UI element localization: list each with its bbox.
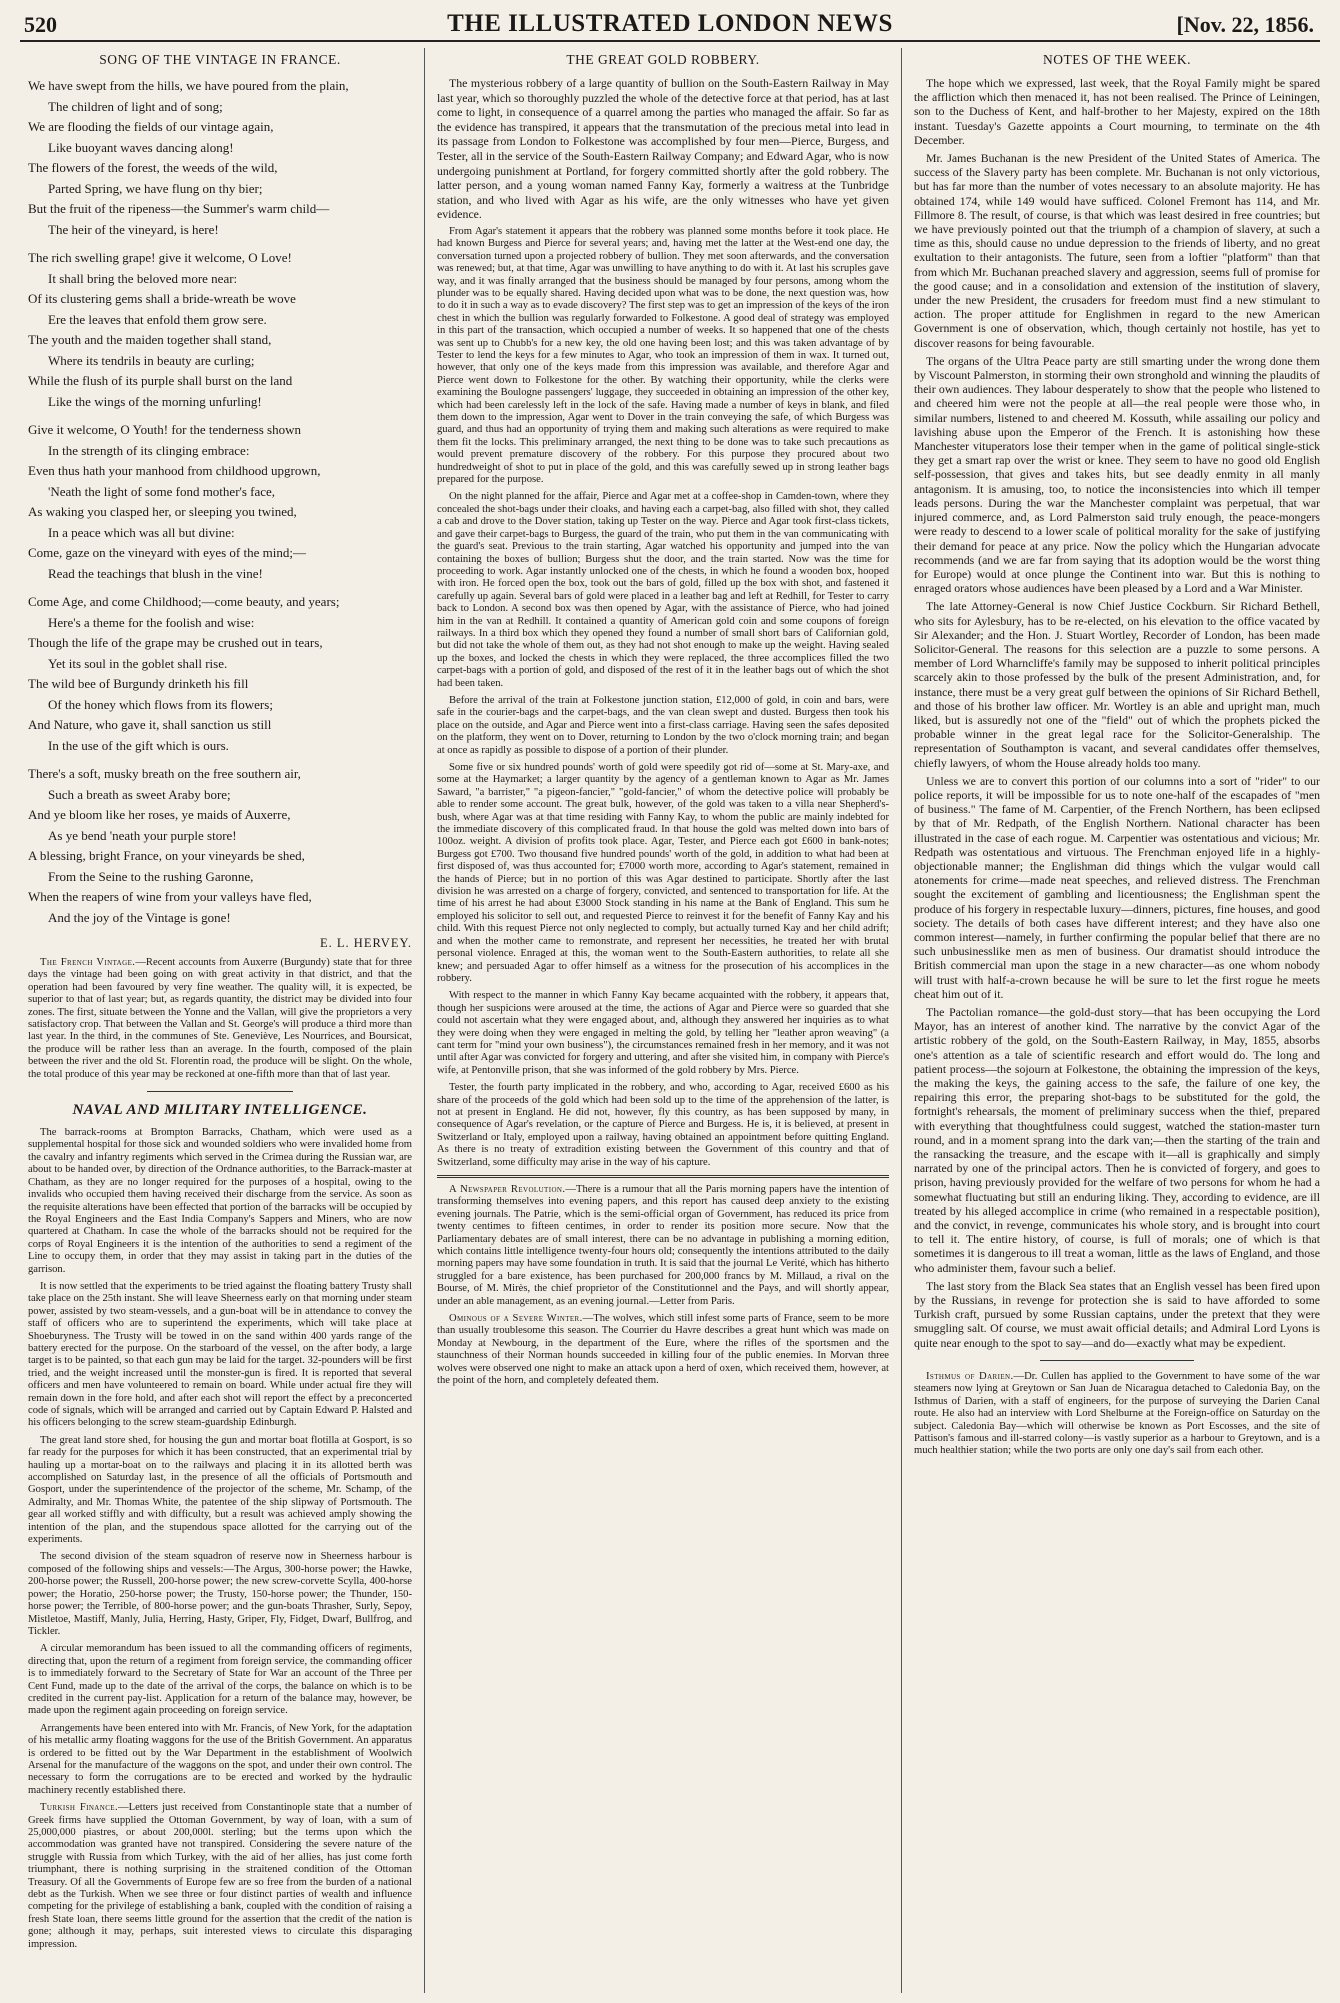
poem-line: Parted Spring, we have flung on thy bier; bbox=[48, 180, 263, 196]
gold-paragraph: On the night planned for the affair, Pierce and Agar met at a coffee-shop in Camden-town, where they concealed the shot-bags under their cloaks, and having each a carpet-bag, also filled with shot, they called a cab and drove to the Dover station, taking up Tester on the way. Pierce and Agar took first-class tickets, and gave their carpet-bags to Burgess, the guard of the train, who put them in the van communicating with the guard's seat. Previous to the train starting, Agar watched his opportunity and jumped into the van containing the boxes of bullion; Burgess shut the door, and the train started. Now was the time for proceeding to work. Agar instantly unlocked one of the chests, in which he found a wooden box, hooped with iron. He forced open the box, took out the bars of gold, filled up the box with shot, and fastened it carefully up again. Several bars of gold were placed in a leather bag and left at Redhill, for Tester to carry back to London. A second box was then opened by Agar, with the assistance of Pierce, who had joined him in the van at Redhill. It contained a quantity of American gold coin and some coupons of foreign railways. In a third box which they opened they found a number of small short bars of Californian gold, but did not take the whole of them out, as they had not shot enough to make up the weight. Having sealed up the boxes, and locked the chests in which they were replaced, the three accomplices filled the two carpet-bags with a portion of gold, and disposed of the rest of it in the leather bags out of which the shot had been taken. bbox=[437, 491, 889, 689]
poem-line: The flowers of the forest, the weeds of the wild, bbox=[28, 160, 278, 175]
poem-line: We are flooding the fields of our vintage again, bbox=[28, 119, 274, 134]
poem-line: Where its tendrils in beauty are curling; bbox=[48, 352, 255, 368]
poem-line: And Nature, who gave it, shall sanction us still bbox=[28, 717, 272, 732]
poem-line: Of its clustering gems shall a bride-wreath be wove bbox=[28, 291, 296, 306]
vintage-body: —Recent accounts from Auxerre (Burgundy) state that for three days the vintage had been going on with great activity in that district, and that the operation had been favoured by very fine weather. The quality will, it is expected, be superior to that of last year; but, as regards quantity, the district may be divided into four zones. The first, situate between the Yonne and the Vallan, will give the proprietors a very satisfactory crop. That between the Vallan and St. George's will produce a third more than last year. In the third, in the communes of Ste. Geneviève, Les Nourrices, and Boursicat, the produce will be rather less than an average. In the fourth, composed of the plain between the river and the old St. Florentin road, the produce will be slight. On the whole, the total produce of this year may be reckoned at one-fifth more than that of last year. bbox=[28, 957, 412, 1080]
poem-line: Read the teachings that blush in the vine! bbox=[48, 565, 263, 581]
poem-line: Come, gaze on the vineyard with eyes of the mind;— bbox=[28, 545, 306, 560]
notes-paragraph: The late Attorney-General is now Chief Justice Cockburn. Sir Richard Bethell, who sits for Aylesbury, has to be re-elected, on his elevation to the office vacated by Sir Alexander; and the Hon. J. Stuart Wortley, Recorder of London, has been made Solicitor-General. The reasons for this selection are a puzzle to some persons. A member of Lord Wharncliffe's family may be supposed to inherit political principles scarcely akin to those professed by the bulk of the present Administration, and, for instance, there must be a very great gulf between the opinions of Sir Richard Bethell, and those of his brother law officer. Mr. Wortley is an able and upright man, much liked, but is assuredly not one of the "field" out of which the prophets picked the probable winner in the great legal race for the Solicitor-Generalship. The representation of Southampton is vacant, and several candidates offer themselves, chiefly lawyers, of whom the House already holds too many. bbox=[914, 599, 1320, 770]
isthmus-title: Isthmus of Darien. bbox=[926, 1370, 1014, 1382]
columns bbox=[28, 48, 1320, 1993]
poem-line: The wild bee of Burgundy drinketh his fill bbox=[28, 676, 249, 691]
poem-author: E. L. HERVEY. bbox=[320, 936, 412, 950]
poem-line: Such a breath as sweet Araby bore; bbox=[48, 786, 231, 802]
poem-line: Like the wings of the morning unfurling! bbox=[48, 393, 262, 409]
poem-line: It shall bring the beloved more near: bbox=[48, 270, 238, 286]
naval-paragraph: Arrangements have been entered into with Mr. Francis, of New York, for the adaptation of his metallic army floating waggons for the use of the British Government. An apparatus is ordered to be fitted out by the War Department in the establishment of Woolwich Arsenal for the manufacture of the waggons on the spot, and under their own control. The necessary to form the corrugations are to be erected and worked by the hydraulic machinery recently established there. bbox=[28, 1722, 412, 1796]
gold-paragraph: The mysterious robbery of a large quantity of bullion on the South-Eastern Railway in May last year, which so thoroughly puzzled the whole of the detective force at that period, has at last come to light, in consequence of a quarrel among the parties who managed the affair. So far as the evidence has transpired, it appears that the transmutation of the precious metal into lead in its passage from London to Folkestone was accomplished by four men—Pierce, Burgess, and Tester, all in the service of the South-Eastern Railway Company; and Edward Agar, who is now undergoing punishment at Portland, for forgery committed shortly after the gold robbery. The latter person, and a young woman named Fanny Kay, formerly a waitress at the Tunbridge station, and who lived with Agar as his wife, are the only witnesses who have yet given evidence. bbox=[437, 76, 889, 222]
poem bbox=[28, 76, 412, 928]
poem-stanza bbox=[28, 76, 412, 240]
poem-line: As waking you clasped her, or sleeping you twined, bbox=[28, 504, 297, 519]
poem-line: Give it welcome, O Youth! for the tenderness shown bbox=[28, 422, 301, 437]
newspaper-title: THE ILLUSTRATED LONDON NEWS bbox=[447, 10, 893, 37]
poem-line: A blessing, bright France, on your vineyards be shed, bbox=[28, 848, 305, 863]
vintage-article bbox=[28, 957, 412, 1081]
notes-paragraph: The last story from the Black Sea states that an English vessel has been fired upon by the Russians, in revenge for protection she is said to have afforded to some Turkish craft, pursued by some Russian captains, under the pretext that they were smuggling salt. Of course, we must await official details; and Admiral Lord Lyons is quite near enough to the spot to say—and do—exactly what may be expedient. bbox=[914, 1278, 1320, 1350]
song-title: SONG OF THE VINTAGE IN FRANCE. bbox=[99, 52, 341, 67]
gold-paragraph: With respect to the manner in which Fanny Kay became acquainted with the robbery, it appears that, though her suspicions were aroused at the time, the actions of Agar and Pierce were so guarded that she could not ascertain what they were engaged about, and, although they answered her inquiries as to what they were doing when they were engaged in melting the gold, by telling her "leather apron weaving" (a cant term for "mind your own business"), the circumstances remained fresh in her memory, and it was not until after Agar was convicted for forgery and uttering, and after she visited him, in company with Pierce's wife, at Pentonville prison, that she was informed of the gold robbery by Mrs. Pierce. bbox=[437, 990, 889, 1076]
notes-paragraph: The hope which we expressed, last week, that the Royal Family might be spared the affliction which then menaced it, has not been realised. The Prince of Leiningen, son to the Duchess of Kent, and half-brother to her Majesty, expired on the 18th instant. Tuesday's Gazette appoints a Court mourning, to terminate on the 4th December. bbox=[914, 76, 1320, 147]
misc-articles bbox=[437, 1184, 889, 1388]
poem-line: In a peace which was all but divine: bbox=[48, 524, 235, 540]
winter-title: Ominous of a Severe Winter. bbox=[449, 1313, 583, 1325]
poem-line: Even thus hath your manhood from childhood upgrown, bbox=[28, 463, 321, 478]
poem-line: Like buoyant waves dancing along! bbox=[48, 139, 234, 155]
section-rule bbox=[437, 1175, 889, 1178]
isthmus-paragraph bbox=[914, 1371, 1320, 1458]
isthmus-article bbox=[914, 1371, 1320, 1458]
winter-body: —The wolves, which still infest some parts of France, seem to be more than usually troublesome this season. The Courrier du Havre describes a great hunt which was made on Monday at Newbourg, in the department of the Eure, where the rifles of the sportsmen and the staunchness of their Norman hounds succeeded in killing four of the public enemies. In Morvan three wolves were observed one night to make an attack upon a herd of oxen, which received them, however, at the point of the horn, and completely defeated them. bbox=[437, 1313, 889, 1387]
poem-line: Though the life of the grape may be crushed out in tears, bbox=[28, 635, 323, 650]
poem-line: Of the honey which flows from its flowers; bbox=[48, 696, 273, 712]
winter-paragraph bbox=[437, 1313, 889, 1387]
newspaper-paragraph bbox=[437, 1184, 889, 1308]
poem-line: And ye bloom like her roses, ye maids of Auxerre, bbox=[28, 807, 291, 822]
turkish-title: Turkish Finance. bbox=[40, 1802, 119, 1814]
vintage-paragraph bbox=[28, 957, 412, 1081]
notes-paragraph: The organs of the Ultra Peace party are still smarting under the wrong done them by Viscount Palmerston, in storming their own stronghold and winning the plaudits of their own audiences. They labour desperately to show that the people who listened to and cheered him were not the people at all—the real people were those who, in similar numbers, listened to and cheered M. Kossuth, while assailing our policy and lavishing abuse upon the Emperor of the French. It is astonishing how these Manchester vituperators lose their temper when in the game of political single-stick they get a smart rap over the wrist or knee. They seem to have no good old English self-possession, that gives and takes hits, but see deadly enmity in all manly antagonism. It is amusing, too, to notice the inconsistencies into which ill temper leads persons. During the war the Manchester complaint was perpetual, that war injured commerce, and, as Lord Palmerston said truly enough, the peace-mongers were ready to descend to a lower scale of political morality for the sake of justifying their demand for peace at any price. Now the policy which the Hungarian advocate recommends (and we are far from saying that its adoption would be the worst thing for Europe) would at once plunge the Continent into war. But this is nothing to enraged orators whose audiences have been pleased by a Lord and a War Minister. bbox=[914, 353, 1320, 596]
naval-title: NAVAL AND MILITARY INTELLIGENCE. bbox=[72, 1102, 368, 1119]
poem-line: Here's a theme for the foolish and wise: bbox=[48, 614, 255, 630]
gold-robbery-title: THE GREAT GOLD ROBBERY. bbox=[566, 52, 760, 67]
poem-stanza bbox=[28, 764, 412, 928]
poem-stanza bbox=[28, 420, 412, 584]
poem-line: Yet its soul in the goblet shall rise. bbox=[48, 655, 228, 671]
poem-line: We have swept from the hills, we have poured from the plain, bbox=[28, 78, 349, 93]
poem-line: There's a soft, musky breath on the free southern air, bbox=[28, 766, 301, 781]
poem-line: In the use of the gift which is ours. bbox=[48, 737, 229, 753]
notes-paragraph: The Pactolian romance—the gold-dust story—that has been occupying the Lord Mayor, has an interest of another kind. The narrative by the convict Agar of the artistic robbery of the gold, on the South-Eastern Railway, in May, 1855, absorbs one's attention as a tale of scientific research and effort would do. The long and patient process—the sojourn at Folkestone, the obtaining the impression of the keys, the making the keys, the gaining access to the safe, the failure of one key, the repairing this error, the preparing shot-bags to be substituted for the gold, the fortnight's rehearsals, the moment of preliminary success when the thief, prepared with everything that thoughtfulness could suggest, watched the station-master turn round, and in a moment sprang into the dark van;—then the starting of the train and the ransacking the treasure, and the escape with it—all is graphically and simply narrated by one of the principal actors. Then he is convicted of forgery, and goes to prison, having previously provided for the welfare of two persons for whom he had a somewhat fluctuating but still an enduring liking. They, according to evidence, are ill treated by his alleged accomplice in crime (who remained in a respectable position), and the convict, in revenge, communicates his whole story, and is brought into court to tell it. The entire history, of course, is full of morals; one of which is that sometimes it is dangerous to ill treat a woman, little as the laws of England, and those who administer them, favour such a belief. bbox=[914, 1005, 1320, 1275]
column-middle bbox=[424, 48, 902, 1993]
poem-line: When the reapers of wine from your valleys have fled, bbox=[28, 889, 312, 904]
column-right bbox=[902, 48, 1320, 1993]
poem-line: The children of light and of song; bbox=[48, 98, 223, 114]
naval-article bbox=[28, 1127, 412, 1951]
naval-paragraph: It is now settled that the experiments to be tried against the floating battery Trusty shall take place on the 25th instant. She will leave Sheerness early on that morning under steam power, assisted by two steam-vessels, and a gun-boat will be in attendance to convey the staff of officers who are to superintend the experiments, which will take place at Shoeburyness. The Trusty will be towed in on the sand within 400 yards range of the battery erected for the purpose. On the starboard of the vessel, on the after body, a large target is to be painted, so that each gun may be laid for the target. 32-pounders will be first tried, and the weight increased until the monster-gun is fired. It is reported that several officers and men have volunteered to remain on board. While under actual fire they will remain down in the fore hold, and after each shot will report the effect by a preconcerted code of signals, which will be arranged and carried out by Captain Edward P. Halsted and his officers belonging to the screw steam-guardship Edinburgh. bbox=[28, 1280, 412, 1429]
newspaper-body: —There is a rumour that all the Paris morning papers have the intention of transforming themselves into evening papers, and this report has caused deep anxiety to the existing evening journals. The Patrie, which is the semi-official organ of Government, has reduced its price from twenty centimes to fifteen centimes, in order to render its position more secure. Now that the Parliamentary debates are of small interest, there can be no advantage in publishing a morning edition, which contains little intelligence twenty-four hours old; consequently the intentions attributed to the daily morning papers may have some foundation in truth. It is said that the journal Le Verité, which has hitherto struggled for a bare existence, has been purchased for 200,000 francs by M. Millaud, a rival on the Bourse, of M. Mirès, the chief proprietor of the Constitutionnel and the Pays, and will shortly appear, under an able management, as an evening journal.—Letter from Paris. bbox=[437, 1184, 890, 1307]
poem-line: The youth and the maiden together shall stand, bbox=[28, 332, 272, 347]
notes-title: NOTES OF THE WEEK. bbox=[1043, 52, 1191, 67]
gold-paragraph: Before the arrival of the train at Folkestone junction station, £12,000 of gold, in coin and bars, were safe in the courier-bags and the carpet-bags, and the van clean swept and dusted. Burgess then took his place on the outside, and Agar and Pierce went into a first-class carriage. Having seen the safes deposited on the platform, they went on to Dover, returning to London by the two o'clock morning train; and began at once as rapidly as possible to dispose of a portion of their plunder. bbox=[437, 694, 889, 756]
notes-paragraph: Unless we are to convert this portion of our columns into a sort of "rider" to our police reports, it will be impossible for us to note one-half of the escapades of "men of business." The fame of M. Carpentier, of the French Northern, has been eclipsed by that of Mr. Redpath, of the English Northern. National character has been illustrated in the case of each rogue. M. Carpentier was ostentatious and vicious; Mr. Redpath was ostentatious and virtuous. The Frenchman enjoyed life in a highly-objectionable manner; the Englishman did things which the vulgar would call atonements for crime—made neat speeches, and relieved distress. The Frenchman sought the excitement of gambling and licentiousness; the Englishman spent the produce of his forgery in respectable luxury—dinners, pictures, fine houses, and good society. The details of both cases have different interest; and they have also one common interest—namely, in further confirming the popular belief that there are no such unbusinesslike men as men of business. Our dramatist should introduce the British commercial man upon the stage in a new character—as one whom nobody will trust with half-a-crown because he will be sure to let the first rogue he meets cheat him out of it. bbox=[914, 773, 1320, 1001]
poem-line: While the flush of its purple shall burst on the land bbox=[28, 373, 293, 388]
page-number: 520 bbox=[24, 12, 57, 37]
gold-paragraph: From Agar's statement it appears that the robbery was planned some months before it took place. He had known Burgess and Pierce for several years; and, having met the latter at the West-end one day, the conversation turned upon a projected robbery of bullion. They met soon afterwards, and the conversation was renewed; but, at that time, Agar was unwilling to have anything to do with it. At last his scruples gave way, and it was finally arranged that the business should be managed by four persons, among whom the plunder was to be equally shared. Having decided upon what was to be done, the next question was, how to do it in such a way as to evade discovery? The first step was to get an impression of the keys of the iron chest in which the bullion was regularly forwarded to Folkestone. A good deal of strategy was employed in this part of the transaction, which occupied a number of weeks. It so happened that one of the chests was sent up to Chubb's for a new key, the old one having been lost; and this was taken advantage of by Tester to lend the keys for a few minutes to Agar, who took an impression of them in wax. It turned out, however, that only one of the keys made from this impression was available, and therefore Agar and Pierce went down to Folkestone for the other. By watching their opportunity, while the clerks were examining the Boulogne passengers' luggage, they succeeded in obtaining an impression of the other key, which had been carelessly left in the lock of the safe. Having made a number of keys in blank, and filed them down to the impression, Agar went to Dover in the train conveying the safe, of which Burgess was guard, and thus had an opportunity of trying them and making such alterations as were required to make them fit the locks. This preliminary arranged, the next thing to be done was to take such precautions as would prevent premature discovery of the robbery. For this purpose they procured about two hundredweight of shot to put in place of the gold, and this was carefully sewed up in strong leather bags prepared for the purpose. bbox=[437, 225, 889, 486]
gold-paragraph: Tester, the fourth party implicated in the robbery, and who, according to Agar, received £600 as his share of the proceeds of the gold which had been sold up to the time of the apprehension of the latter, is not at present in England. He did not, however, fly this country, as has been supposed by many, in consequence of Agar's revelation, or the capture of Pierce and Burgess. He is, it is believed, at present in Switzerland or Italy, employed upon a railway, having obtained an appointment before quitting England. As there is no treaty of extradition existing between the Government of this country and that of Switzerland, some difficulty may arise in the way of his capture. bbox=[437, 1082, 889, 1168]
section-rule bbox=[147, 1091, 293, 1092]
poem-stanza bbox=[28, 592, 412, 756]
poem-line: Come Age, and come Childhood;—come beauty, and years; bbox=[28, 594, 340, 609]
poem-line: In the strength of its clinging embrace: bbox=[48, 442, 250, 458]
poem-line: The heir of the vineyard, is here! bbox=[48, 221, 219, 237]
poem-line: From the Seine to the rushing Garonne, bbox=[48, 868, 254, 884]
issue-date: [Nov. 22, 1856. bbox=[1176, 12, 1314, 37]
naval-paragraph: The barrack-rooms at Brompton Barracks, Chatham, which were used as a supplemental hospital for those sick and wounded soldiers who were invalided home from the cavalry and infantry regiments which served in the Crimea during the Russian war, are about to be handed over, by direction of the Ordnance authorities, to the Barrack-master at Chatham, as they are no longer required for the purposes of a hospital, owing to the invalids who occupied them having received their discharge from the service. As soon as the requisite alterations have been effected that portion of the barracks will be occupied by the Royal Engineers and the East India Company's Sappers and Miners, who are now quartered at Chatham. In case the whole of the barracks should not be required for the corps of Royal Engineers it is the intention of the authorities to send a regiment of the Line to occupy them, in order that they may assist in taking part in the duties of the garrison. bbox=[28, 1127, 412, 1275]
gold-paragraph: Some five or six hundred pounds' worth of gold were speedily got rid of—some at St. Mary-axe, and some at the Haymarket; a larger quantity by the agency of a gentleman known to Agar as Mr. James Saward, "a barrister," "a pigeon-fancier," "gold-fancier," of whom the detective police will probably be able to render some account. The great bulk, however, of the gold was taken to a villa near Shepherd's-bush, where Agar was at that time residing with Fanny Kay, to whom the public are mainly indebted for the immediate discovery of this complicated fraud. In that house the gold was melted down into bars of 100oz. weight. A division of profits took place. Agar, Tester, and Pierce each got £600 in bank-notes; Burgess got £700. Two thousand five hundred pounds' worth of the gold, in addition to what had been at first disposed of, was thus accounted for; £7000 worth more, according to Agar's statement, remained in the hands of Pierce; but in no portion of this was Agar destined to participate. Shortly after the last division he was arrested on a charge of forgery, convicted, and sentenced to transportation for life. At the time of his arrest he had about £3000 Stock standing in his name at the Bank of England. This sum he employed his solicitor to sell out, and requested Pierce to reinvest it for the benefit of Fanny Kay and his child. With this request Pierce not only neglected to comply, but actually turned Kay and her child adrift; and when the mother came to remonstrate, and represent her necessities, he treated her with brutal personal violence. Enraged at this, the woman went to the South-Eastern authorities, to relate all she knew; and persuaded Agar to offer himself as a witness for the prosecution of his accomplices in the robbery. bbox=[437, 762, 889, 984]
naval-paragraph: The second division of the steam squadron of reserve now in Sheerness harbour is composed of the following ships and vessels:—The Argus, 300-horse power; the Hawke, 200-horse power; the Russell, 200-horse power; the new screw-corvette Scylla, 400-horse power; the Horatio, 250-horse power; the Trusty, 150-horse power; the Thunder, 150-horse power; the Terrible, of 800-horse power; and the gun-boats Thrasher, Surly, Sepoy, Mistletoe, Mastiff, Manly, Julia, Herring, Hasty, Griper, Fly, Fidget, Dwarf, Bullfrog, and Tickler. bbox=[28, 1551, 412, 1637]
naval-paragraph: The great land store shed, for housing the gun and mortar boat flotilla at Gosport, is so far ready for the purposes for which it has been constructed, that an experimental trial by hauling up a mortar-boat on to the railways and placing it in its allotted berth was accomplished on Saturday last, in the presence of all the officials of Portsmouth and Gosport, under the superintendence of the projector of the scheme, Mr. Schamp, of the Admiralty, and Mr. Thomas White, the patentee of the ship slipway of Portsmouth. The gear all worked stiffly and with difficulty, but a result was achieved amply showing the intention of the plan, and the stupendous space allotted for the carrying out of the experiments. bbox=[28, 1434, 412, 1546]
newspaper-title-caps: A Newspaper Revolution. bbox=[449, 1184, 566, 1195]
poem-line: And the joy of the Vintage is gone! bbox=[48, 909, 231, 925]
gold-article bbox=[437, 226, 889, 1169]
isthmus-body: —Dr. Cullen has applied to the Government to have some of the war steamers now lying at Greytown or San Juan de Nicaragua detached to Caledonia Bay, on the Isthmus of Darien, with a staff of engineers, for the purpose of surveying the Darien Canal route. He also had an interview with Lord Shelburne at the Foreign-office on Saturday on the subject. Caledonia Bay—which will otherwise be known as Port Escosses, and the site of Pattison's famous and ill-starred colony—is vastly superior as a harbour to Greytown, and is a much healthier station; while the two ports are only one day's sail from each other. bbox=[914, 1370, 1320, 1457]
vintage-title: The French Vintage. bbox=[40, 957, 136, 968]
gold-lead bbox=[437, 76, 889, 222]
turkish-body: —Letters just received from Constantinople state that a number of Greek firms have supplied the Ottoman Government, by way of loan, with a sum of 25,000,000 piastres, or about 200,000l. sterling; but the terms upon which the accommodation was granted have not transpired. Considering the severe nature of the struggle with Russia from which Turkey, with the aid of her allies, has just come forth triumphant, there is nothing surprising in the straitened condition of the Ottoman Treasury. Of all the Governments of Europe few are so free from the burden of a national debt as the Turkish. When we see three or four distinct parties of wealth and influence competing for the privilege of establishing a bank, coupled with the condition of raising a fresh State loan, there seems little ground for the assertion that the credit of the nation is gone; although it may, perhaps, suit interested views to circulate this disparaging impression. bbox=[28, 1802, 412, 1950]
poem-stanza bbox=[28, 248, 412, 412]
naval-paragraph: A circular memorandum has been issued to all the commanding officers of regiments, directing that, upon the return of a regiment from foreign service, the commanding officer is to immediately forward to the Secretary of State for War an account of the Three per Cent Fund, made up to the date of the arrival of the corps, the balance on which is to be credited in the current pay-list. Application for a return of the balance may, however, be made upon the regiment again proceeding on foreign service. bbox=[28, 1643, 412, 1717]
masthead bbox=[20, 10, 1320, 42]
poem-line: 'Neath the light of some fond mother's face, bbox=[48, 483, 276, 499]
notes-article bbox=[914, 76, 1320, 1350]
poem-line: But the fruit of the ripeness—the Summer's warm child— bbox=[28, 201, 330, 216]
poem-line: Ere the leaves that enfold them grow sere. bbox=[48, 311, 267, 327]
poem-line: The rich swelling grape! give it welcome, O Love! bbox=[28, 250, 292, 265]
column-left bbox=[28, 48, 424, 1993]
poem-line: As ye bend 'neath your purple store! bbox=[48, 827, 237, 843]
section-rule bbox=[1040, 1360, 1194, 1361]
notes-paragraph: Mr. James Buchanan is the new President of the United States of America. The success of the Slavery party has been complete. Mr. Buchanan is not only victorious, but has far more than the number of votes necessary to an absolute majority. He has obtained 174, while 149 would have sufficed. Colonel Fremont has 114, and Mr. Fillmore 8. The result, of course, is that which was least desired in free countries; but we have previously pointed out that the triumph of a champion of slavery, at such a time as this, should cause no undue depression to the friends of liberty, and no great exultation to their antagonists. The future, seen from a loftier "platform" than that from which Mr. Buchanan preached slavery and aggression, seems full of promise for the good cause; and in a consolidation and extension of the institution of slavery, under the new President, the crusaders for freedom must find a new stimulant to action. The proper attitude for Englishmen in regard to the new American Government is one of observation, which, though certainly not hostile, has yet to discover reasons for being favourable. bbox=[914, 151, 1320, 350]
turkish-paragraph bbox=[28, 1802, 412, 1951]
